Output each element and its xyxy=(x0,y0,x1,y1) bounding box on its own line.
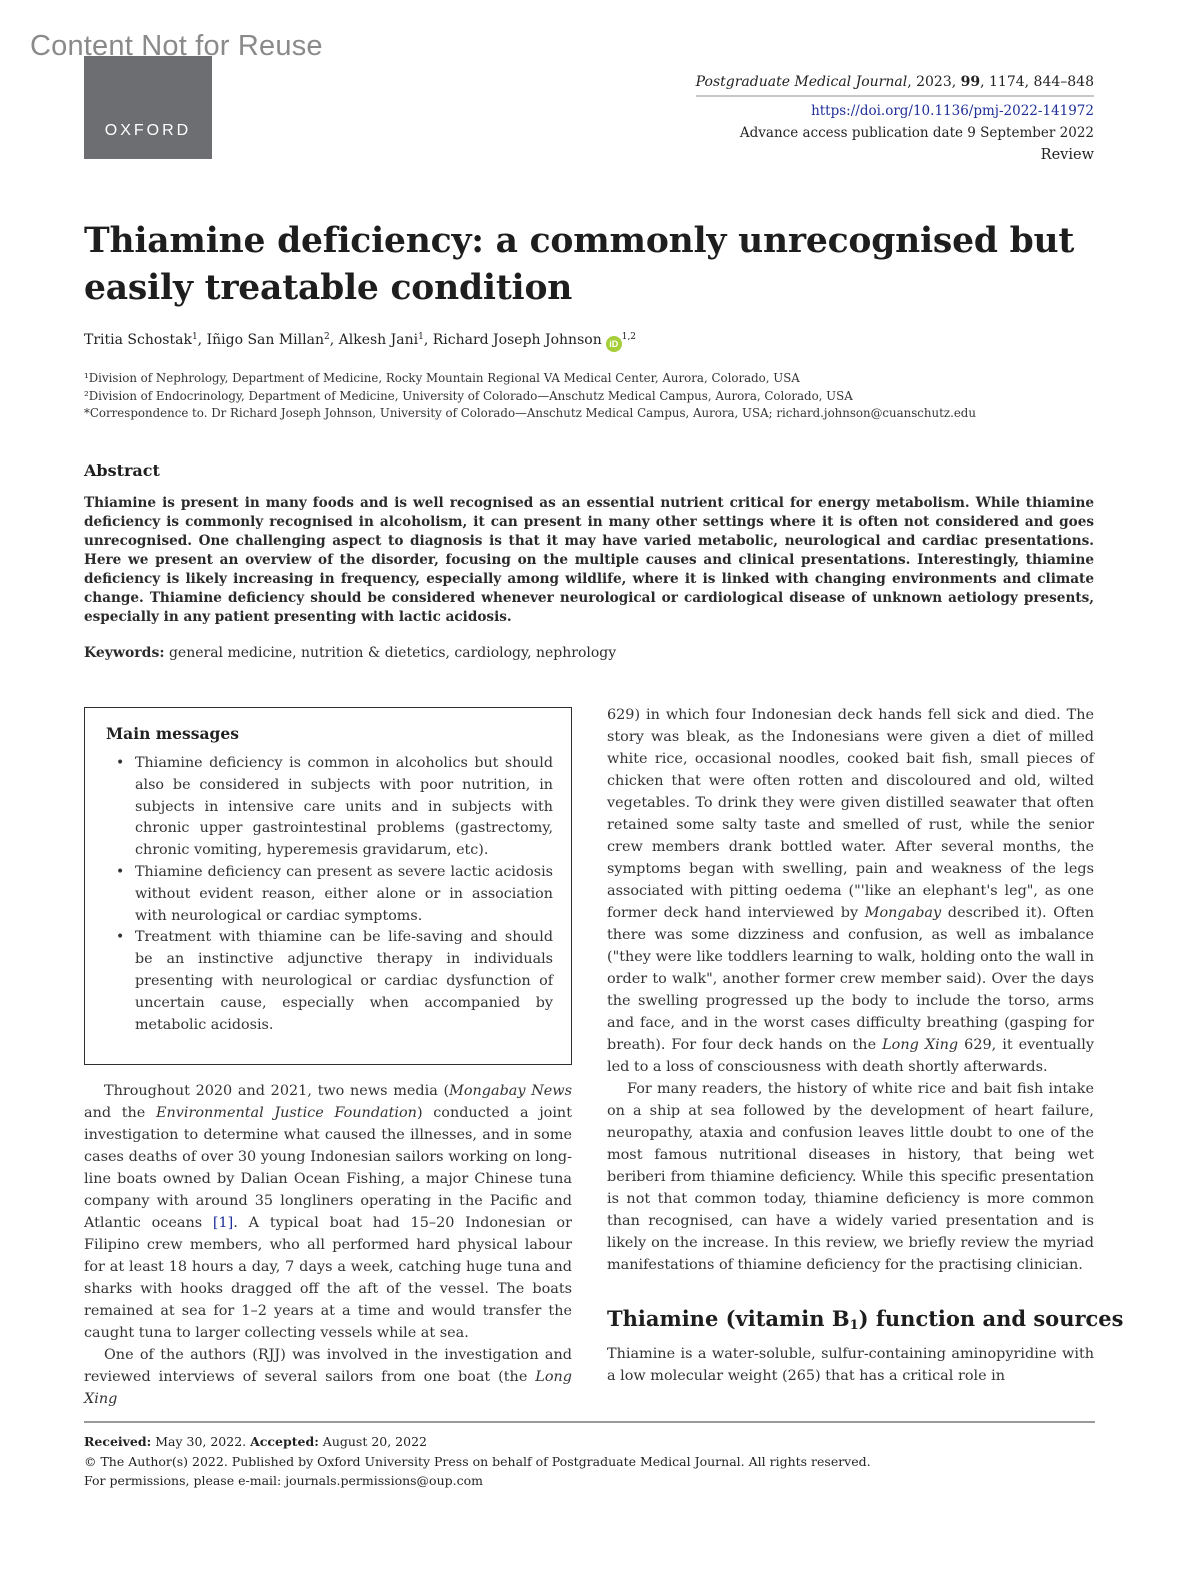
watermark-text: Content Not for Reuse xyxy=(30,30,323,62)
author-name[interactable]: Tritia Schostak xyxy=(84,332,192,348)
keywords xyxy=(84,645,616,661)
text-run: ) conducted a joint investigation to determine what caused the illnesses, and in some cases deaths of over 30 young Indonesian sailors working on long-line boats owned by Dalian Ocean Fishing, a major Chinese tuna company with around 35 longliners operating in the Pacific and Atlantic oceans xyxy=(84,1105,572,1231)
author-name[interactable]: Richard Joseph Johnson xyxy=(432,332,602,348)
meta-divider xyxy=(696,95,1094,97)
main-messages-box xyxy=(84,707,572,1065)
copyright-line: © The Author(s) 2022. Published by Oxford University Press on behalf of Postgraduate Medical Journal. All rights reserved. xyxy=(84,1453,871,1469)
logo-text: OXFORD xyxy=(104,122,192,139)
received-date: May 30, 2022. xyxy=(151,1434,251,1449)
accepted-date: August 20, 2022 xyxy=(318,1434,427,1449)
italic-run: Environmental Justice Foundation xyxy=(155,1105,417,1121)
reference-link[interactable]: [1] xyxy=(212,1215,234,1231)
author-name[interactable]: Iñigo San Millan xyxy=(206,332,324,348)
abstract-heading: Abstract xyxy=(84,461,160,480)
accepted-label: Accepted: xyxy=(250,1434,319,1449)
author-affil-mark: 1 xyxy=(418,332,424,342)
affiliation-line: ¹Division of Nephrology, Department of Medicine, Rocky Mountain Regional VA Medical Center, Aurora, Colorado, USA xyxy=(84,371,800,385)
issue-pages: , 1174, 844–848 xyxy=(980,74,1094,90)
volume: 99 xyxy=(960,74,981,90)
text-run: 629, it eventually led to a loss of consciousness with death shortly afterwards. xyxy=(607,1037,1095,1075)
text-run: and the xyxy=(84,1105,156,1121)
main-message-item: • Thiamine deficiency is common in alcoholics but should also be considered in subjects with poor nutrition, in subjects in intensive care units and in subjects with chronic upper gastrointestinal problems (gastrectomy, chronic vomiting, hyperemesis gravidarum, etc). xyxy=(106,753,553,862)
body-paragraph xyxy=(607,704,1094,1078)
affiliations xyxy=(84,370,976,423)
abstract-text: Thiamine is present in many foods and is well recognised as an essential nutrient critical for energy metabolism. While thiamine deficiency is commonly recognised in alcoholism, it can present in many other settings where it is often not considered and goes unrecognised. One challenging aspect to diagnosis is that it may have varied metabolic, neurological and cardiac presentations. Here we present an overview of the disorder, focusing on the multiple causes and clinical presentations. Interestingly, thiamine deficiency is likely increasing in frequency, especially among wildlife, where it is linked with changing environments and climate change. Thiamine deficiency should be considered whenever neurological or cardiological disease of unknown aetiology presents, especially in any patient presenting with lactic acidosis. xyxy=(84,495,1094,625)
heading-run: Thiamine (vitamin B xyxy=(607,1306,850,1331)
author-list: Tritia Schostak$^1$, Iñigo San Millan$^2$, Alkesh Jani$^1$, Richard Joseph Johnson iD$^{1,2}$ xyxy=(84,332,636,352)
citation-line xyxy=(696,71,1094,93)
main-message-item: • Treatment with thiamine can be life-saving and should be an instinctive adjunctive therapy in individuals presenting with neurological or cardiac dysfunction of uncertain cause, especially when accompanied by metabolic acidosis. xyxy=(106,927,553,1036)
italic-run: Long Xing xyxy=(84,1369,572,1407)
body-paragraph xyxy=(84,1080,572,1344)
main-messages-list xyxy=(106,753,553,1036)
body-paragraph: Thiamine is a water-soluble, sulfur-containing aminopyridine with a low molecular weight (265) that has a critical role in xyxy=(607,1346,1094,1384)
main-messages-title: Main messages xyxy=(106,724,239,743)
body-paragraph xyxy=(84,1344,572,1410)
correspondence-line: *Correspondence to. Dr Richard Joseph Johnson, University of Colorado—Anschutz Medical Campus, Aurora, USA; richard.johnson@cuanschutz.edu xyxy=(84,406,976,420)
italic-run: Mongabay xyxy=(864,905,942,921)
article-title: Thiamine deficiency: a commonly unrecognised but easily treatable condition xyxy=(84,221,1075,308)
italic-run: Mongabay News xyxy=(449,1083,573,1099)
keywords-label: Keywords: xyxy=(84,645,165,661)
oxford-logo xyxy=(84,56,212,159)
author-name[interactable]: Alkesh Jani xyxy=(338,332,419,348)
dates-line xyxy=(84,1432,871,1452)
article-meta xyxy=(696,71,1094,166)
text-run: Throughout 2020 and 2021, two news media ( xyxy=(104,1083,450,1099)
keywords-list: general medicine, nutrition & dietetics, cardiology, nephrology xyxy=(164,645,617,661)
heading-subscript: 1 xyxy=(849,1318,859,1333)
italic-run: Long Xing xyxy=(882,1037,959,1053)
journal-name: Postgraduate Medical Journal xyxy=(695,74,908,90)
section-heading xyxy=(607,1306,1124,1331)
article-type: Review xyxy=(1040,147,1094,163)
body-paragraph: For many readers, the history of white rice and bait fish intake on a ship at sea followed by the development of heart failure, neuropathy, ataxia and confusion leaves little doubt to one of the most famous nutritional diseases in history, that being wet beriberi from thiamine deficiency. While this specific presentation is not that common today, thiamine deficiency is more common than recognised, can have a widely varied presentation and is likely on the increase. In this review, we briefly review the myriad manifestations of thiamine deficiency for the practising clinician. xyxy=(607,1081,1094,1273)
doi-link[interactable]: https://doi.org/10.1136/pmj-2022-141972 xyxy=(811,103,1094,119)
permissions-line: For permissions, please e-mail: journals.permissions@oup.com xyxy=(84,1473,483,1488)
section-body xyxy=(607,1343,1094,1387)
received-label: Received: xyxy=(84,1434,152,1449)
orcid-icon[interactable]: iD xyxy=(606,336,622,352)
citation-year: , 2023, xyxy=(907,74,961,90)
body-column-left xyxy=(84,1080,572,1410)
footer xyxy=(84,1432,871,1491)
text-run: described it). Often there was some dizziness and confusion, as well as imbalance ("they were like toddlers learning to walk, holding onto the wall in order to walk", another former crew member said). Over the days the swelling progressed up the body to include the torso, arms and face, and in the worst cases difficulty breathing (gasping for breath). For four deck hands on the xyxy=(607,905,1094,1053)
text-run: 629) in which four Indonesian deck hands fell sick and died. The story was bleak, as the Indonesians were given a diet of milled white rice, occasional noodles, cooked bait fish, small pieces of chicken that were often rotten and discoloured and old, wilted vegetables. To drink they were given distilled seawater that often retained some salty taste and smelled of rust, while the senior crew members drank bottled water. After several months, the symptoms began with swelling, pain and weakness of the legs associated with pitting oedema ("'like an elephant's leg", as one former deck hand interviewed by xyxy=(607,707,1094,921)
main-message-item: • Thiamine deficiency can present as severe lactic acidosis without evident reason, either alone or in association with neurological or cardiac symptoms. xyxy=(106,862,553,927)
body-column-right xyxy=(607,704,1094,1276)
author-affil-mark: 2 xyxy=(323,332,330,342)
affiliation-line: ²Division of Endocrinology, Department of Medicine, University of Colorado—Anschutz Medical Campus, Aurora, Colorado, USA xyxy=(84,388,853,403)
text-run: . A typical boat had 15–20 Indonesian or Filipino crew members, who all performed hard physical labour for at least 18 hours a day, 7 days a week, catching huge tuna and sharks with hooks dragged off the aft of the vessel. The boats remained at sea for 1–2 years at a time and would transfer the caught tuna to larger collecting vessels while at sea. xyxy=(84,1215,572,1341)
heading-run: ) function and sources xyxy=(858,1306,1124,1331)
footer-divider xyxy=(84,1421,1095,1423)
advance-access-date: Advance access publication date 9 September 2022 xyxy=(739,125,1094,141)
author-affil-mark: 1 xyxy=(191,332,198,342)
author-affil-mark: 1,2 xyxy=(621,332,637,342)
text-run: One of the authors (RJJ) was involved in the investigation and reviewed interviews of several sailors from one boat (the xyxy=(84,1347,572,1385)
